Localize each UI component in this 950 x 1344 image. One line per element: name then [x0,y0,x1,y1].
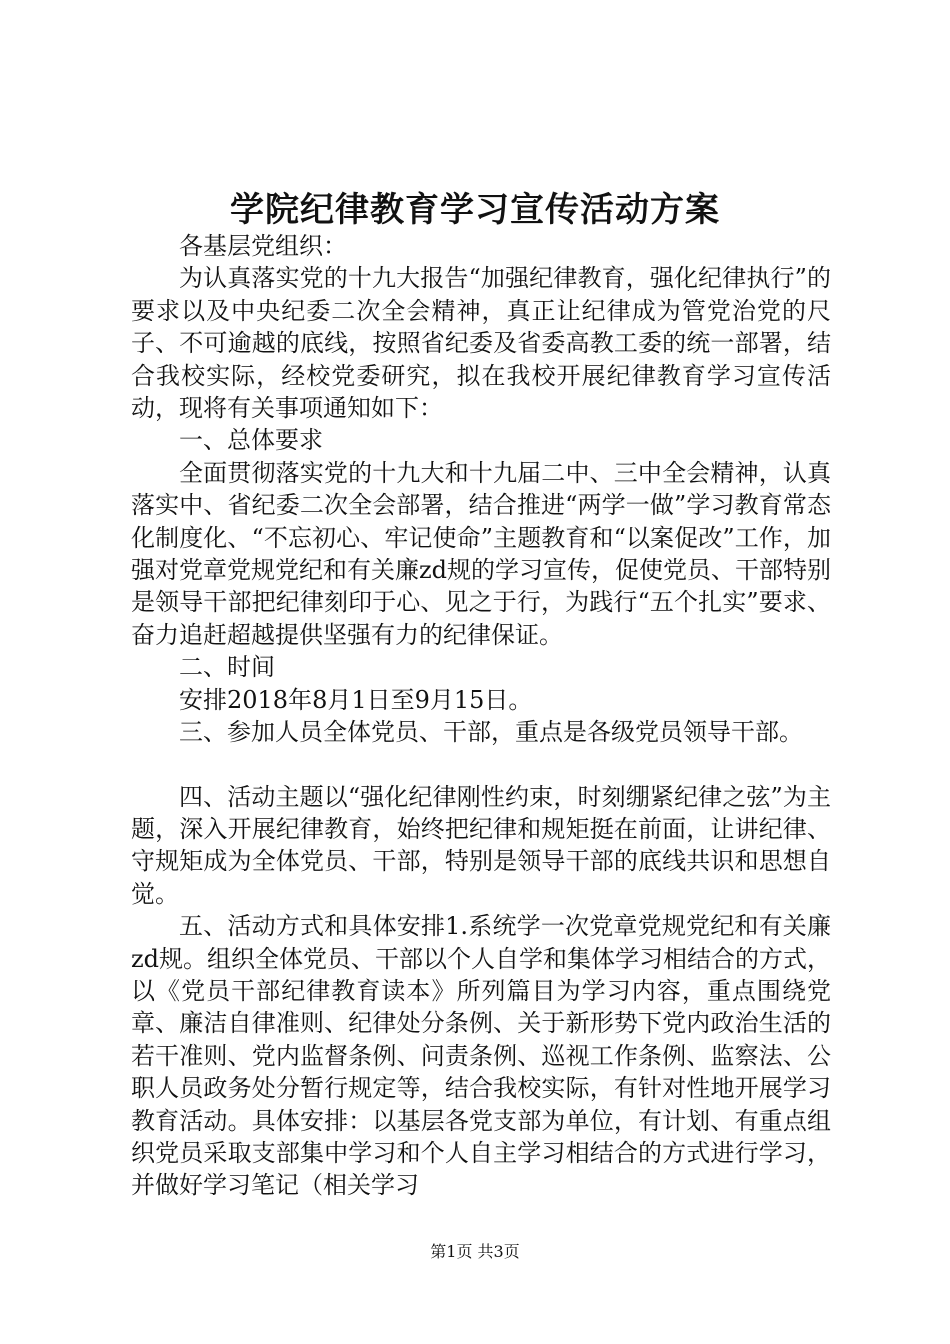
document-body [131,230,831,1202]
section-heading-general: 一、总体要求 [179,426,323,455]
document-title: 学院纪律教育学习宣传活动方案 [230,190,720,230]
general-requirements-paragraph: 全面贯彻落实党的十九大和十九届二中、三中全会精神，认真落实中、省纪委二次全会部署，结合推进“两学一做”学习教育常态化制度化、“不忘初心、牢记使命”主题教育和“以案促改”工作，加强对党章党规党纪和有关廉zd规的学习宣传，促使党员、干部特别是领导干部把纪律刻印于心、见之于行，为践行“五个扎实”要求、奋力追赶超越提供坚强有力的纪律保证。 [131,458,832,649]
activities-paragraph: 五、活动方式和具体安排1.系统学一次党章党规党纪和有关廉zd规。组织全体党员、干部以个人自学和集体学习相结合的方式，以《党员干部纪律教育读本》所列篇目为学习内容，重点围绕党章、廉洁自律准则、纪律处分条例、关于新形势下党内政治生活的若干准则、党内监督条例、问责条例、巡视工作条例、监察法、公职人员政务处分暂行规定等，结合我校实际，有针对性地开展学习教育活动。具体安排：以基层各党支部为单位，有计划、有重点组织党员采取支部集中学习和个人自主学习相结合的方式进行学习，并做好学习笔记（相关学习 [131,912,832,1200]
salutation: 各基层党组织： [179,232,347,260]
page-footer: 第1页 共3页 [430,1242,520,1261]
participants-paragraph: 三、参加人员全体党员、干部，重点是各级党员领导干部。 [179,718,803,747]
section-heading-time: 二、时间 [179,653,275,682]
intro-paragraph: 为认真落实党的十九大报告“加强纪律教育，强化纪律执行”的要求以及中央纪委二次全会精神，真正让纪律成为管党治党的尺子、不可逾越的底线，按照省纪委及省委高教工委的统一部署，结合我校实际，经校党委研究，拟在我校开展纪律教育学习宣传活动，现将有关事项通知如下： [131,264,831,423]
time-paragraph: 安排2018年8月1日至9月15日。 [179,685,533,714]
theme-paragraph: 四、活动主题以“强化纪律刚性约束，时刻绷紧纪律之弦”为主题，深入开展纪律教育，始终把纪律和规矩挺在前面，让讲纪律、守规矩成为全体党员、干部，特别是领导干部的底线共识和思想自觉。 [131,782,831,908]
